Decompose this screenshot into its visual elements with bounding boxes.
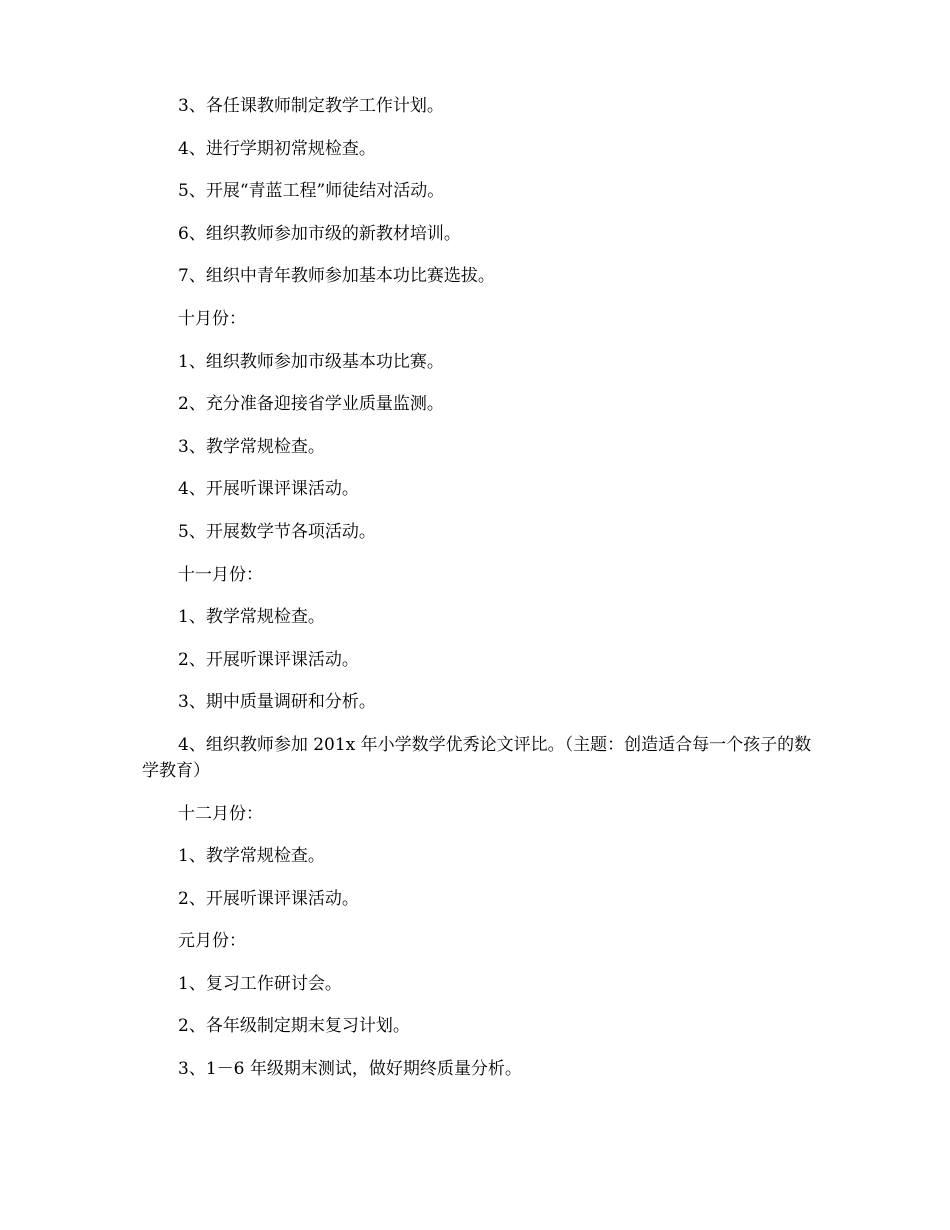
paragraph: 2、开展听课评课活动。	[178, 888, 359, 909]
paragraph: 3、1－6 年级期末测试，做好期终质量分析。	[178, 1059, 522, 1080]
section-heading: 十二月份：	[178, 803, 263, 824]
paragraph: 7、组织中青年教师参加基本功比赛选拔。	[178, 266, 495, 287]
paragraph: 5、开展数学节各项活动。	[178, 521, 376, 542]
paragraph: 3、教学常规检查。	[178, 436, 325, 457]
document-body	[142, 93, 822, 1082]
paragraph: 5、开展“青蓝工程”师徒结对活动。	[178, 181, 445, 202]
paragraph: 3、期中质量调研和分析。	[178, 692, 376, 713]
paragraph: 2、开展听课评课活动。	[178, 649, 359, 670]
paragraph: 1、复习工作研讨会。	[178, 973, 342, 994]
paragraph: 2、充分准备迎接省学业质量监测。	[178, 394, 444, 415]
paragraph: 2、各年级制定期末复习计划。	[178, 1016, 410, 1037]
paragraph: 1、组织教师参加市级基本功比赛。	[178, 351, 444, 372]
paragraph: 1、教学常规检查。	[178, 607, 325, 628]
paragraph: 3、各任课教师制定教学工作计划。	[178, 96, 444, 116]
section-heading: 十一月份：	[178, 564, 263, 585]
paragraph: 4、组织教师参加 201x 年小学数学优秀论文评比。（主题：创造适合每一个孩子的数学教育）	[142, 734, 812, 781]
paragraph: 6、组织教师参加市级的新教材培训。	[178, 223, 461, 244]
paragraph: 1、教学常规检查。	[178, 846, 325, 867]
paragraph: 4、进行学期初常规检查。	[178, 138, 376, 159]
section-heading: 元月份：	[178, 931, 246, 952]
paragraph: 4、开展听课评课活动。	[178, 479, 359, 500]
section-heading: 十月份：	[178, 308, 246, 329]
